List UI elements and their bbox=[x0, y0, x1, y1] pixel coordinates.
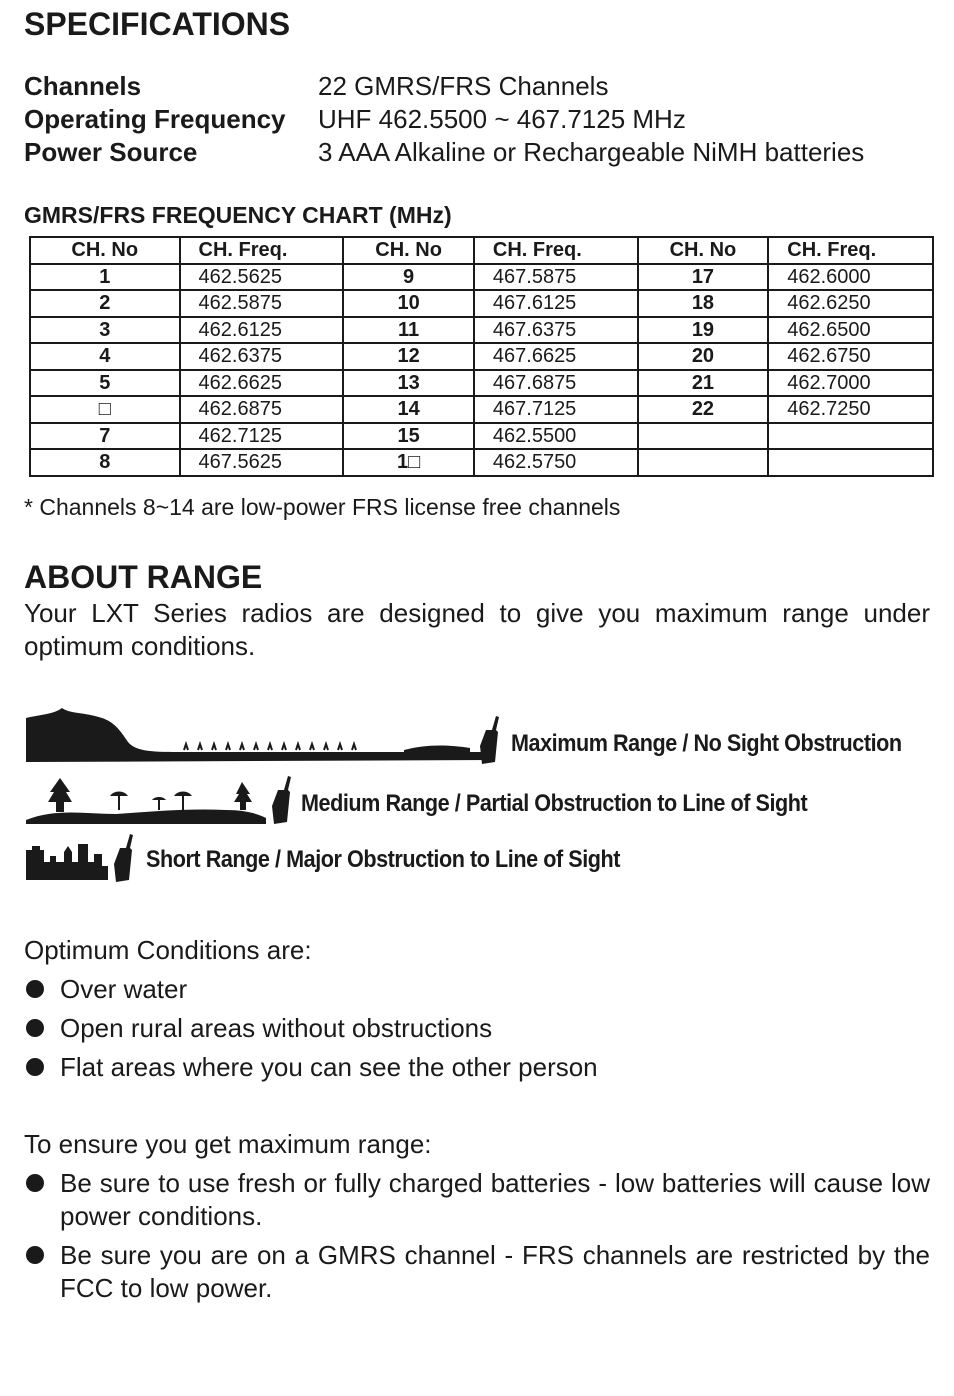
optimum-conditions-list bbox=[24, 973, 930, 1090]
table-row bbox=[30, 423, 933, 450]
spec-value: 22 GMRS/FRS Channels bbox=[318, 71, 609, 101]
channel-number-cell: 10 bbox=[343, 290, 474, 317]
list-item bbox=[24, 1051, 930, 1084]
list-item-text: Be sure you are on a GMRS channel - FRS channels are restricted by the FCC to low power. bbox=[60, 1240, 930, 1303]
channel-frequency-cell: 462.6750 bbox=[768, 343, 933, 370]
walkie-talkie-icon bbox=[268, 776, 294, 826]
list-item bbox=[24, 1012, 930, 1045]
channel-number-cell: □ bbox=[30, 396, 180, 423]
channel-number-cell: 19 bbox=[638, 317, 769, 344]
bullet-icon bbox=[26, 1246, 44, 1264]
range-label-maximum: Maximum Range / No Sight Obstruction bbox=[511, 730, 902, 757]
channel-frequency-cell: 462.7000 bbox=[768, 370, 933, 397]
channel-frequency-cell: 467.6875 bbox=[474, 370, 638, 397]
frequency-chart-table bbox=[29, 236, 934, 477]
range-illustration-medium bbox=[24, 772, 934, 828]
channel-frequency-cell: 462.5750 bbox=[474, 449, 638, 476]
table-row bbox=[30, 370, 933, 397]
channel-frequency-cell: 462.6000 bbox=[768, 264, 933, 291]
channel-frequency-cell: 462.6250 bbox=[768, 290, 933, 317]
channel-number-cell: 12 bbox=[343, 343, 474, 370]
channel-number-cell: 1 bbox=[30, 264, 180, 291]
bullet-icon bbox=[26, 1058, 44, 1076]
list-item-text: Open rural areas without obstructions bbox=[60, 1013, 493, 1043]
channel-frequency-cell: 462.5625 bbox=[180, 264, 344, 291]
column-header: CH. No bbox=[343, 237, 474, 264]
frequency-chart-note: * Channels 8~14 are low-power FRS license free channels bbox=[24, 494, 621, 520]
channel-number-cell: 17 bbox=[638, 264, 769, 291]
channel-frequency-cell: 462.6625 bbox=[180, 370, 344, 397]
range-label-medium: Medium Range / Partial Obstruction to Line of Sight bbox=[301, 790, 808, 817]
channel-frequency-cell: 462.7250 bbox=[768, 396, 933, 423]
specifications-table bbox=[24, 70, 864, 169]
about-range-title: ABOUT RANGE bbox=[24, 559, 263, 595]
channel-number-cell: 5 bbox=[30, 370, 180, 397]
channel-number-cell: 8 bbox=[30, 449, 180, 476]
optimum-conditions-lead: Optimum Conditions are: bbox=[24, 935, 312, 965]
spec-value: UHF 462.5500 ~ 467.7125 MHz bbox=[318, 104, 686, 134]
spec-label: Operating Frequency bbox=[24, 104, 286, 134]
bullet-icon bbox=[26, 1019, 44, 1037]
list-item bbox=[24, 973, 930, 1006]
trees-landscape-icon bbox=[26, 774, 268, 826]
bullet-icon bbox=[26, 1174, 44, 1192]
channel-frequency-cell: 467.6125 bbox=[474, 290, 638, 317]
spec-label: Channels bbox=[24, 71, 142, 101]
column-header: CH. Freq. bbox=[474, 237, 638, 264]
city-skyline-icon bbox=[26, 836, 110, 886]
table-row bbox=[30, 317, 933, 344]
range-label-short: Short Range / Major Obstruction to Line of Sight bbox=[146, 846, 620, 873]
column-header: CH. Freq. bbox=[768, 237, 933, 264]
channel-number-cell: 1□ bbox=[343, 449, 474, 476]
channel-number-cell: 4 bbox=[30, 343, 180, 370]
channel-number-cell: 3 bbox=[30, 317, 180, 344]
spec-row-power bbox=[24, 136, 864, 169]
spec-row-frequency bbox=[24, 103, 864, 136]
table-row bbox=[30, 396, 933, 423]
about-range-intro: Your LXT Series radios are designed to give you maximum range under optimum conditions. bbox=[24, 598, 930, 661]
channel-frequency-cell: 462.6875 bbox=[180, 396, 344, 423]
channel-frequency-cell: 462.7125 bbox=[180, 423, 344, 450]
open-water-landscape-icon bbox=[24, 700, 504, 772]
channel-frequency-cell bbox=[768, 449, 933, 476]
channel-frequency-cell: 467.5875 bbox=[474, 264, 638, 291]
table-row bbox=[30, 449, 933, 476]
list-item bbox=[24, 1239, 930, 1305]
column-header: CH. Freq. bbox=[180, 237, 344, 264]
walkie-talkie-icon bbox=[476, 716, 502, 766]
channel-frequency-cell: 462.6500 bbox=[768, 317, 933, 344]
table-row bbox=[30, 264, 933, 291]
column-header: CH. No bbox=[638, 237, 769, 264]
channel-number-cell: 20 bbox=[638, 343, 769, 370]
channel-frequency-cell: 467.7125 bbox=[474, 396, 638, 423]
channel-frequency-cell: 462.5875 bbox=[180, 290, 344, 317]
frequency-chart-title: GMRS/FRS FREQUENCY CHART (MHz) bbox=[24, 202, 452, 228]
list-item-text: Over water bbox=[60, 974, 188, 1004]
list-item-text: Flat areas where you can see the other person bbox=[60, 1052, 598, 1082]
table-row bbox=[30, 343, 933, 370]
channel-number-cell: 22 bbox=[638, 396, 769, 423]
spec-label: Power Source bbox=[24, 137, 198, 167]
channel-frequency-cell: 462.6375 bbox=[180, 343, 344, 370]
channel-number-cell: 11 bbox=[343, 317, 474, 344]
channel-frequency-cell: 462.6125 bbox=[180, 317, 344, 344]
table-header-row bbox=[30, 237, 933, 264]
channel-frequency-cell: 467.6375 bbox=[474, 317, 638, 344]
list-item bbox=[24, 1167, 930, 1233]
channel-number-cell: 2 bbox=[30, 290, 180, 317]
channel-number-cell: 9 bbox=[343, 264, 474, 291]
spec-row-channels bbox=[24, 70, 864, 103]
channel-frequency-cell: 462.5500 bbox=[474, 423, 638, 450]
maximum-range-tips-list bbox=[24, 1167, 930, 1311]
channel-number-cell bbox=[638, 423, 769, 450]
channel-frequency-cell: 467.6625 bbox=[474, 343, 638, 370]
channel-number-cell: 18 bbox=[638, 290, 769, 317]
maximum-range-tips-lead: To ensure you get maximum range: bbox=[24, 1129, 432, 1159]
channel-frequency-cell bbox=[768, 423, 933, 450]
frequency-chart-body bbox=[30, 264, 933, 476]
channel-number-cell: 7 bbox=[30, 423, 180, 450]
channel-number-cell bbox=[638, 449, 769, 476]
column-header: CH. No bbox=[30, 237, 180, 264]
channel-number-cell: 14 bbox=[343, 396, 474, 423]
range-illustration-maximum bbox=[24, 700, 934, 772]
walkie-talkie-icon bbox=[110, 834, 136, 884]
channel-number-cell: 13 bbox=[343, 370, 474, 397]
table-row bbox=[30, 290, 933, 317]
bullet-icon bbox=[26, 980, 44, 998]
channel-number-cell: 21 bbox=[638, 370, 769, 397]
list-item-text: Be sure to use fresh or fully charged batteries - low batteries will cause low power conditions. bbox=[60, 1168, 930, 1231]
channel-frequency-cell: 467.5625 bbox=[180, 449, 344, 476]
channel-number-cell: 15 bbox=[343, 423, 474, 450]
specifications-title: SPECIFICATIONS bbox=[24, 6, 291, 42]
range-illustration-short bbox=[24, 832, 934, 888]
spec-value: 3 AAA Alkaline or Rechargeable NiMH batteries bbox=[318, 137, 865, 167]
